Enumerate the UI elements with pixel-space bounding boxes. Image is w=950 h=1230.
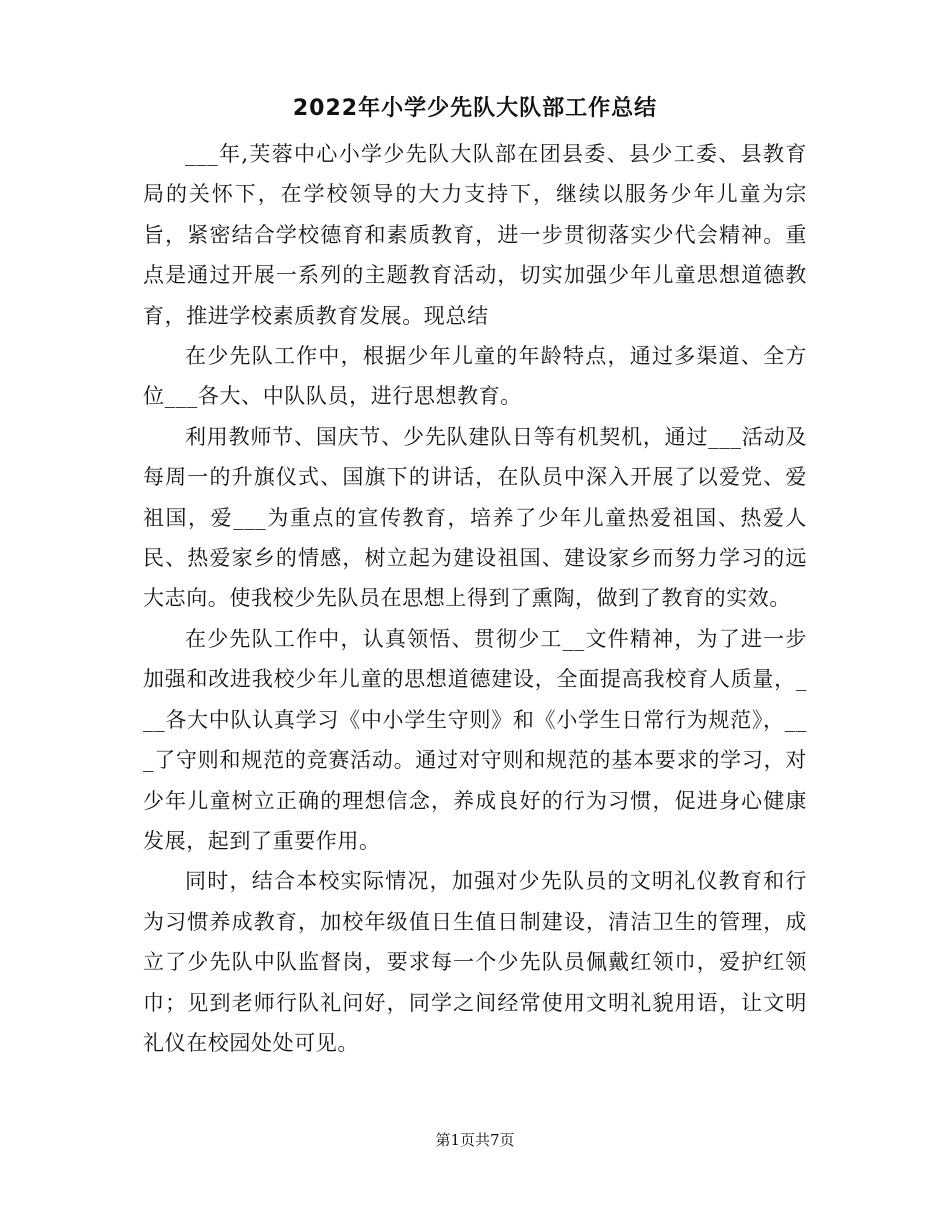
document-title: 2022年小学少先队大队部工作总结 (292, 96, 658, 121)
document-body (143, 134, 807, 1063)
paragraph-thought-education: 在少先队工作中，根据少年儿童的年龄特点，通过多渠道、全方位___各大、中队队员，进行思想教育。 (143, 344, 807, 409)
paragraph-rules-study: 在少先队工作中，认真领悟、贯彻少工__文件精神，为了进一步加强和改进我校少年儿童的思想道德建设，全面提高我校育人质量，___各大中队认真学习《中小学生守则》和《小学生日常行为规范》，___了守则和规范的竞赛活动。通过对守则和规范的基本要求的学习，对少年儿童树立正确的理想信念，养成良好的行为习惯，促进身心健康发展，起到了重要作用。 (143, 626, 807, 853)
page-number: 第1页共7页 (435, 1131, 515, 1149)
paragraph-etiquette-education: 同时，结合本校实际情况，加强对少先队员的文明礼仪教育和行为习惯养成教育，加校年级值日生值日制建设，清洁卫生的管理，成立了少先队中队监督岗，要求每一个少先队员佩戴红领巾，爱护红领巾；见到老师行队礼问好，同学之间经常使用文明礼貌用语，让文明礼仪在校园处处可见。 (143, 869, 807, 1055)
paragraph-festival-activities: 利用教师节、国庆节、少先队建队日等有机契机，通过___活动及每周一的升旗仪式、国旗下的讲话，在队员中深入开展了以爱党、爱祖国，爱___为重点的宣传教育，培养了少年儿童热爱祖国、热爱人民、热爱家乡的情感，树立起为建设祖国、建设家乡而努力学习的远大志向。使我校少先队员在思想上得到了熏陶，做到了教育的实效。 (143, 424, 807, 611)
paragraph-intro: ___年,芙蓉中心小学少先队大队部在团县委、县少工委、县教育局的关怀下，在学校领导的大力支持下，继续以服务少年儿童为宗旨，紧密结合学校德育和素质教育，进一步贯彻落实少代会精神。重点是通过开展一系列的主题教育活动，切实加强少年儿童思想道德教育，推进学校素质教育发展。现总结 (143, 142, 807, 328)
